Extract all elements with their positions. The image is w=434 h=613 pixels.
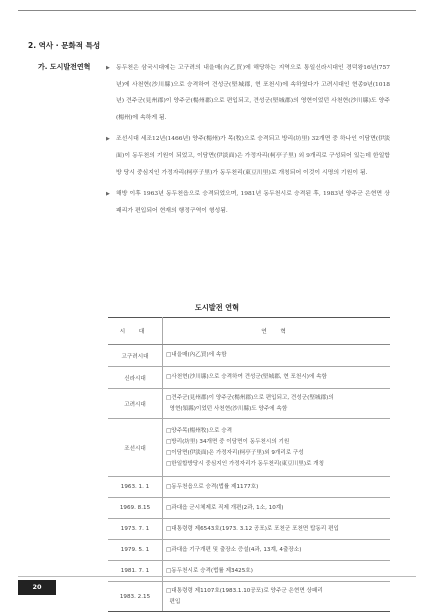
row-period: 1981. 7. 1 xyxy=(108,561,163,582)
row-content-line: □방리(坊里) 34개면 중 이담면이 동두천시의 기원 xyxy=(166,438,290,445)
development-history-table xyxy=(108,317,390,612)
page-footer-rule xyxy=(18,576,416,597)
row-content-line: □이담면(伊淡面)은 가정자리(柯亭子里)외 9개리로 구성 xyxy=(166,449,304,456)
page-number: 20 xyxy=(18,580,56,595)
row-content xyxy=(163,498,391,519)
paragraph-text: 해방 이후 1963년 동두천읍으로 승격되었으며, 1981년 동두천시로 승격된 후, 1983년 양주군 은현면 상패리가 편입되어 현재의 행정구역이 형성됨. xyxy=(116,191,390,214)
row-content xyxy=(163,540,391,561)
row-content-line: □사천현(沙川縣)으로 승격하여 견성군(堅城郡, 현 포천시)에 속함 xyxy=(166,374,327,380)
row-content-line: □견주군(見州郡)이 양주군(楊州郡)으로 편입되고, 견성군(堅城郡)의 xyxy=(166,394,334,401)
table-row xyxy=(108,519,390,540)
row-period: 1979. 5. 1 xyxy=(108,540,163,561)
row-period: 1963. 1. 1 xyxy=(108,477,163,498)
table-row xyxy=(108,419,390,477)
table-row xyxy=(108,477,390,498)
table-row xyxy=(108,367,390,389)
section-title: 2. 역사 · 문화적 특성 xyxy=(28,41,101,50)
table-title: 도시발전 연혁 xyxy=(194,303,240,312)
table-row xyxy=(108,389,390,419)
history-paragraphs xyxy=(106,60,390,224)
table-row xyxy=(108,540,390,561)
row-content-line: □대통령령 제1107호(1983.1.10공포)로 양주군 은현면 상패리 xyxy=(166,587,323,594)
row-content xyxy=(163,389,391,419)
row-content xyxy=(163,419,391,477)
row-period: 신라시대 xyxy=(108,367,163,389)
row-content-line: 편입 xyxy=(166,598,181,605)
row-period: 1969. 8.15 xyxy=(108,498,163,519)
bullet-triangle-icon: ▶ xyxy=(106,191,110,198)
row-content-line: □한일합방당시 중심지인 가정자리가 동두천리(東豆川里)로 개칭 xyxy=(166,460,325,467)
row-period: 조선시대 xyxy=(108,419,163,477)
header-period: 시 대 xyxy=(108,318,163,345)
row-period: 고구려시대 xyxy=(108,345,163,367)
subsection-title: 가. 도시발전연혁 xyxy=(38,63,91,71)
paragraph-modern xyxy=(106,186,390,219)
row-period: 1973. 7. 1 xyxy=(108,519,163,540)
paragraph-text: 동두천은 삼국시대에는 고구려의 내을매(內乙買)에 해당하는 지역으로 통일신라시대인 경덕왕16년(757년)에 사천현(沙川縣)으로 승격하여 견성군(堅城郡, 현 포천시)에 속하였다가 고려시대인 현종9년(1018년) 견주군(見州郡)이 양주군(楊州郡)으로 편입되고, 견성군(堅城郡)의 영현이었던 사천현(沙川縣)도 양주(楊州)에 속하게 됨. xyxy=(116,65,390,121)
row-content-line: □동두천읍으로 승격(법률 제1177호) xyxy=(166,483,259,490)
table-header-row xyxy=(108,318,390,345)
paragraph-text: 조선시대 세조12년(1466년) 양주(楊州)가 목(牧)으로 승격되고 방리(坊里) 32개면 중 하나인 이담면(伊淡面)이 동두천의 기원이 되었고, 이담면(伊淡面)은 가정자리(柯亭子里) 외 9개리로 구성되어 있는데 한일합방 당시 중심지인 가정자리(柯亭子里)가 동두천리(東豆川里)로 개칭되어 이것이 시명의 기원이 됨. xyxy=(116,136,390,176)
table-row xyxy=(108,498,390,519)
bullet-triangle-icon: ▶ xyxy=(106,136,110,143)
row-period: 고려시대 xyxy=(108,389,163,419)
row-content xyxy=(163,345,391,367)
paragraph-silla-goryeo xyxy=(106,60,390,126)
table-body xyxy=(108,345,390,612)
row-content-line: □대통령령 제6543호(1973. 3.12 공포)로 포천군 포천면 탑동리 편입 xyxy=(166,525,339,532)
header-content: 연 혁 xyxy=(163,318,391,345)
row-content xyxy=(163,519,391,540)
row-content xyxy=(163,367,391,389)
row-content-line: 영현(領縣)이었던 사천현(沙川縣)도 양주에 속함 xyxy=(166,405,288,412)
row-content-line: □과대읍 군시체제로 직제 개편(2과, 1소, 10계) xyxy=(166,504,284,511)
table-row xyxy=(108,345,390,367)
row-content xyxy=(163,477,391,498)
paragraph-joseon xyxy=(106,131,390,181)
row-content-line: □동두천시로 승격(법률 제3425호) xyxy=(166,567,253,574)
row-content-line: □양주목(楊州牧)으로 승격 xyxy=(166,427,233,434)
row-content-line: □내을매(內乙買)에 속함 xyxy=(166,352,227,358)
row-period: 1983. 2.15 xyxy=(108,582,163,612)
bullet-triangle-icon: ▶ xyxy=(106,65,110,71)
row-content-line: □과대읍 기구개편 및 출장소 증설(4과, 13계, 4출장소) xyxy=(166,546,302,553)
